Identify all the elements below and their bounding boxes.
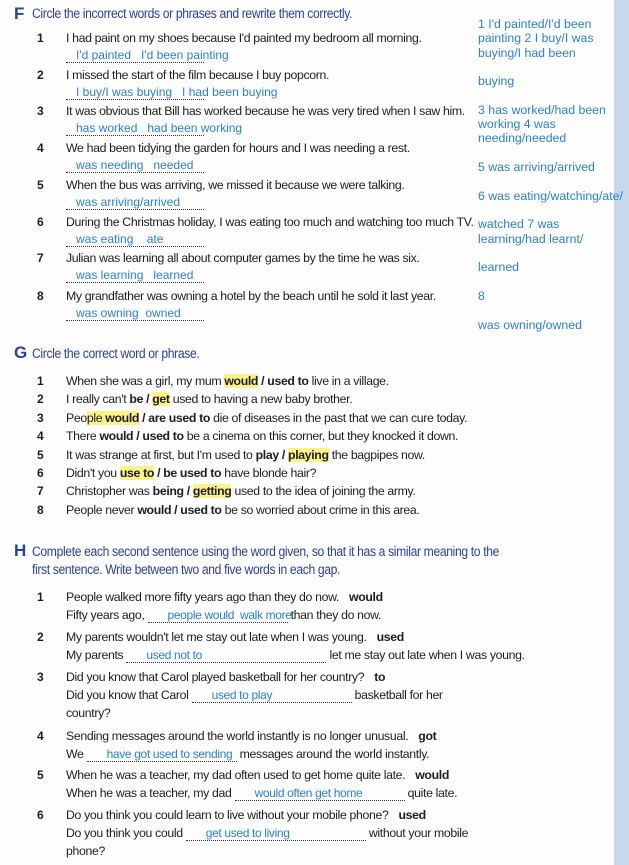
section-h-heading-line2: first sentence. Write between two and five words in each gap. <box>32 562 341 577</box>
answer-key-line: watched 7 was <box>478 217 560 231</box>
answer-key-line: learned <box>478 260 520 274</box>
item-number: 1 <box>37 590 44 604</box>
question-text: Julian was learning all about computer games by the time he was six. <box>66 251 420 265</box>
answer-field[interactable]: I'd painted I'd been painting <box>66 48 204 63</box>
choice-option[interactable]: getting <box>192 484 232 499</box>
item-number: 8 <box>37 289 44 303</box>
item-number: 5 <box>37 768 44 782</box>
sentence-text: ple <box>86 410 106 425</box>
answer-sentence <box>66 786 457 801</box>
page-edge <box>614 0 629 865</box>
choice-option[interactable]: use to <box>119 466 154 480</box>
sentence-suffix: quite late. <box>404 786 458 800</box>
question-text: It was obvious that Bill has worked because he was very tired when I saw him. <box>66 104 465 118</box>
sentence-choice[interactable] <box>66 374 389 388</box>
item-number: 5 <box>37 447 44 462</box>
choice-option[interactable]: would / used to <box>137 502 222 517</box>
sentence-text: used to the idea of joining the army. <box>231 484 416 499</box>
item-number: 7 <box>37 251 44 265</box>
keyword: would <box>349 590 383 604</box>
item-number: 3 <box>37 670 44 684</box>
answer-key-line: needing/needed <box>478 131 567 145</box>
question-text <box>66 630 404 644</box>
answer-key-line: 1 I'd painted/I'd been <box>478 17 592 31</box>
answer-gap[interactable]: have got used to sending <box>87 747 237 762</box>
sentence-suffix: without your mobile <box>365 826 469 840</box>
answer-gap[interactable]: would often get home <box>235 786 405 801</box>
keyword: would <box>415 768 449 782</box>
question-text: During the Christmas holiday, I was eating too much and watching too much TV. <box>66 215 474 229</box>
sentence-prefix: Fifty years ago, <box>66 608 148 622</box>
answer-key-line: 5 was arriving/arrived <box>478 160 595 174</box>
answer-gap[interactable]: people would walk more <box>148 608 288 623</box>
answer-field[interactable]: was needing needed <box>66 158 204 173</box>
item-number: 4 <box>37 141 44 155</box>
sentence-suffix: let me stay out late when I was young. <box>326 648 525 662</box>
sentence-choice[interactable] <box>66 411 467 425</box>
sentence-choice[interactable] <box>66 392 352 406</box>
sentence-continuation: country? <box>66 706 111 720</box>
keyword: used <box>398 808 426 822</box>
sentence-text: Peo <box>66 410 87 425</box>
item-number: 8 <box>37 502 44 517</box>
item-number: 6 <box>37 808 44 822</box>
choice-option[interactable]: play / <box>255 447 289 462</box>
keyword: to <box>374 670 386 684</box>
question-text: We had been tidying the garden for hours and I was needing a rest. <box>66 141 410 155</box>
answer-key-line: painting 2 I buy/I was <box>478 31 594 45</box>
sentence-choice[interactable] <box>66 466 316 480</box>
question-sentence: When he was a teacher, my dad often used to get home quite late. <box>66 768 406 782</box>
answer-key-line: 3 has worked/had been <box>478 103 606 117</box>
item-number: 4 <box>37 729 44 743</box>
sentence-text: Christopher was <box>66 484 153 499</box>
question-text <box>66 590 383 604</box>
answer-field[interactable]: I buy/I was buying I had been buying <box>66 85 204 100</box>
item-number: 2 <box>37 630 44 644</box>
sentence-text: be a cinema on this corner, but they knocked it down. <box>183 429 459 444</box>
question-sentence: My parents wouldn't let me stay out late when I was young. <box>66 630 367 644</box>
answer-field[interactable]: was learning learned <box>66 268 204 283</box>
question-text <box>66 729 436 743</box>
answer-sentence <box>66 826 468 841</box>
sentence-choice[interactable] <box>66 429 458 443</box>
question-text <box>66 808 426 822</box>
choice-option[interactable]: playing <box>288 447 329 462</box>
answer-key-line: was owning/owned <box>478 318 582 332</box>
keyword: used <box>376 630 404 644</box>
item-number: 6 <box>37 215 44 229</box>
answer-field[interactable]: was arriving/arrived <box>66 195 204 210</box>
item-number: 5 <box>37 178 44 192</box>
sentence-text: I really can't <box>66 392 130 407</box>
sentence-text: When she was a girl, my mum <box>66 374 225 388</box>
sentence-prefix: My parents <box>66 648 127 662</box>
sentence-prefix: When he was a teacher, my dad <box>66 786 235 800</box>
answer-field[interactable]: has worked had been working <box>66 121 204 136</box>
sentence-text: be so worried about crime in this area. <box>221 502 420 517</box>
section-h-letter: H <box>14 541 27 560</box>
sentence-prefix: We <box>66 747 87 761</box>
choice-option[interactable]: would <box>105 410 140 425</box>
question-sentence: Do you think you could learn to live without your mobile phone? <box>66 808 389 822</box>
answer-key-line: 6 was eating/watching/ate/ <box>478 189 623 203</box>
sentence-prefix: Do you think you could <box>66 826 186 840</box>
item-number: 7 <box>37 484 44 499</box>
question-sentence: Did you know that Carol played basketball for her country? <box>66 670 365 684</box>
question-text: I missed the start of the film because I buy popcorn. <box>66 68 330 82</box>
sentence-suffix: messages around the world instantly. <box>236 747 430 761</box>
section-g-letter: G <box>14 343 28 362</box>
sentence-suffix: than they do now. <box>287 608 382 622</box>
sentence-choice[interactable] <box>66 484 415 498</box>
item-number: 4 <box>37 429 44 444</box>
question-text: I had paint on my shoes because I'd painted my bedroom all morning. <box>66 31 422 45</box>
sentence-prefix: Did you know that Carol <box>66 688 192 702</box>
question-sentence: Sending messages around the world instantly is no longer unusual. <box>66 729 409 743</box>
choice-option[interactable]: would / used to <box>99 429 184 444</box>
sentence-text: die of diseases in the past that we can cure today. <box>210 410 468 425</box>
sentence-text: People never <box>66 502 138 517</box>
answer-sentence <box>66 648 525 663</box>
sentence-text: Didn't you <box>66 466 120 480</box>
item-number: 3 <box>37 410 44 425</box>
sentence-continuation: phone? <box>66 844 105 858</box>
section-f-letter: F <box>14 4 25 23</box>
answer-field[interactable]: was owning owned <box>66 306 204 321</box>
item-number: 1 <box>37 31 44 45</box>
item-number: 1 <box>37 374 44 388</box>
section-f-heading: Circle the incorrect words or phrases and rewrite them correctly. <box>32 6 353 21</box>
item-number: 6 <box>37 466 44 480</box>
sentence-text: There <box>66 429 100 444</box>
answer-gap[interactable]: get used to living <box>186 826 366 841</box>
question-text: My grandfather was owning a hotel by the beach until he sold it last year. <box>66 289 436 303</box>
answer-field[interactable]: was eating ate <box>66 232 204 247</box>
answer-sentence <box>66 688 443 703</box>
item-number: 3 <box>37 104 44 118</box>
sentence-text: the bagpipes now. <box>328 447 425 462</box>
sentence-text: It was strange at first, but I'm used to <box>66 447 256 462</box>
choice-option[interactable]: get <box>152 392 170 407</box>
answer-sentence <box>66 747 429 762</box>
question-text <box>66 670 385 684</box>
answer-gap[interactable]: used to play <box>192 688 352 703</box>
choice-option[interactable]: / used to <box>258 374 309 388</box>
answer-key-line: learning/had learnt/ <box>478 232 584 246</box>
choice-option[interactable]: being / <box>152 484 193 499</box>
answer-gap[interactable]: used not to <box>126 648 326 663</box>
section-h-heading-line1: Complete each second sentence using the word given, so that it has a similar meaning to the <box>32 544 500 559</box>
sentence-text: have blonde hair? <box>221 466 317 480</box>
question-sentence: People walked more fifty years ago than they do now. <box>66 590 339 604</box>
sentence-choice[interactable] <box>66 503 419 517</box>
sentence-text: live in a village. <box>308 374 389 388</box>
answer-key-line: buying/I had been <box>478 46 576 60</box>
choice-option[interactable]: would <box>224 374 259 388</box>
sentence-text: used to having a new baby brother. <box>169 392 353 407</box>
answer-sentence <box>66 608 381 623</box>
item-number: 2 <box>37 68 44 82</box>
section-g-heading: Circle the correct word or phrase. <box>32 346 200 361</box>
choice-option[interactable]: / are used to <box>139 410 211 425</box>
sentence-choice[interactable] <box>66 448 425 462</box>
answer-key-line: working 4 was <box>478 117 556 131</box>
question-text: When the bus was arriving, we missed it because we were talking. <box>66 178 405 192</box>
answer-key-line: 8 <box>478 289 485 303</box>
choice-option[interactable]: / be used to <box>154 466 222 480</box>
sentence-suffix: basketball for her <box>351 688 443 702</box>
keyword: got <box>418 729 437 743</box>
answer-key-line: buying <box>478 74 515 88</box>
question-text <box>66 768 449 782</box>
item-number: 2 <box>37 392 44 407</box>
choice-option[interactable]: be / <box>129 392 153 407</box>
